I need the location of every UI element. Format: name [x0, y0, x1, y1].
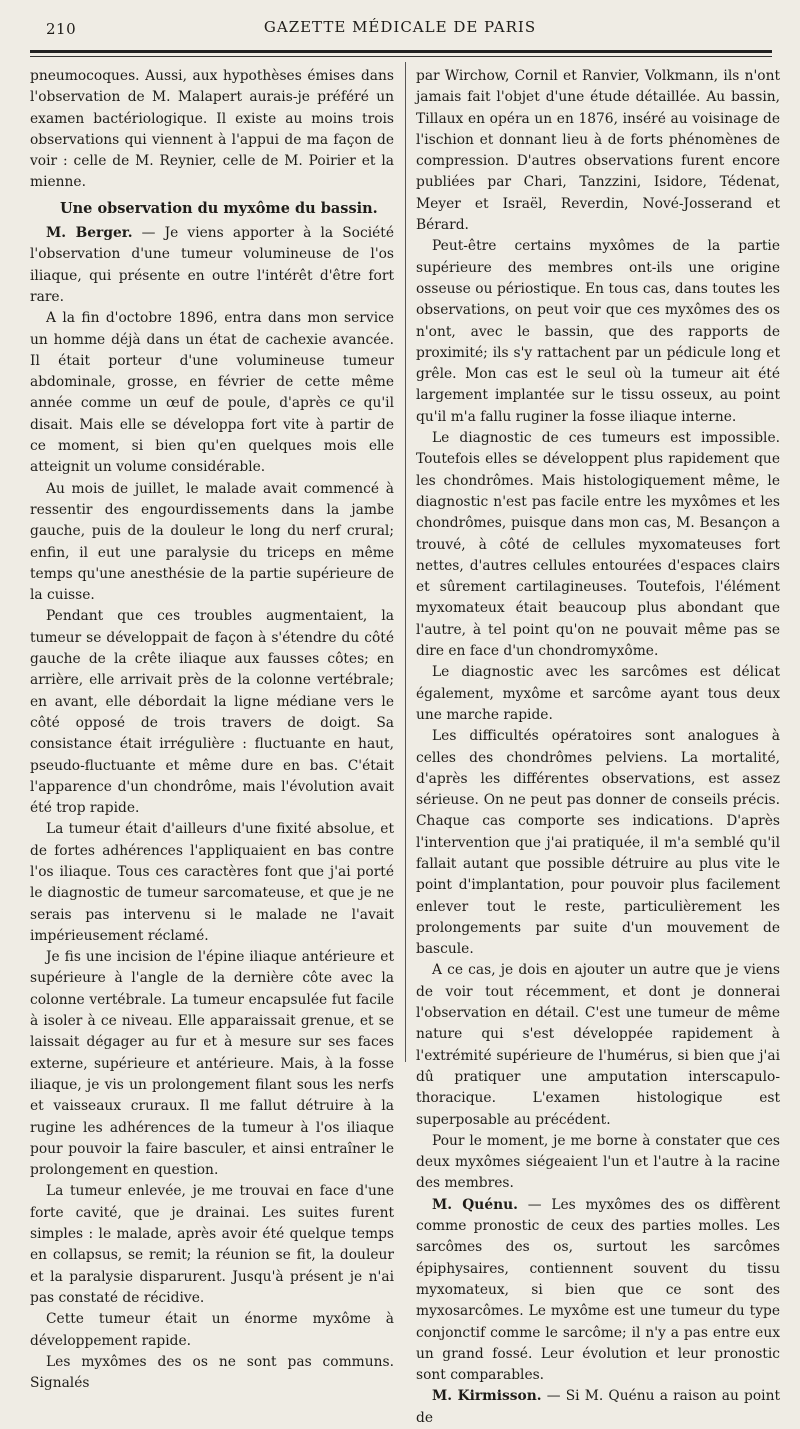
header-rule-thin — [30, 56, 772, 57]
paragraph: Au mois de juillet, le malade avait commencé à ressentir des engourdissements dans la jambe gauche, puis de la douleur le long du nerf crural; enfin, il eut une paralysie du triceps en même temps qu'une anesthésie de la partie supérieure de la cuisse. — [30, 480, 394, 604]
left-column — [30, 66, 394, 1394]
paragraph: par Wirchow, Cornil et Ranvier, Volkmann, ils n'ont jamais fait l'objet d'une étude détaillée. Au bassin, Tillaux en opéra un en 1876, inséré au voisinage de l'ischion et donnant lieu à de forts phénomènes de compression. D'autres observations furent encore publiées par Chari, Tanzzini, Isidore, Tédenat, Meyer et Israël, Reverdin, Nové-Josserand et Bérard. — [416, 68, 780, 234]
column-divider — [405, 62, 406, 1062]
speaker-name: M. Quénu. — [432, 1196, 518, 1213]
header-rule-thick — [30, 50, 772, 53]
paragraph: A la fin d'octobre 1896, entra dans mon service un homme déjà dans un état de cachexie avancée. Il était porteur d'une volumineuse tumeur abdominale, grosse, en février de cette même année comme un œuf de poule, d'après ce qu'il disait. Mais elle se développa fort vite à partir de ce moment, si bien qu'en quelques mois elle atteignit un volume considérable. — [30, 310, 394, 476]
paragraph: Cette tumeur était un énorme myxôme à développement rapide. — [30, 1311, 394, 1349]
paragraph — [416, 1195, 780, 1387]
paragraph: pneumocoques. Aussi, aux hypothèses émises dans l'observation de M. Malapert aurais-je préféré un examen bactériologique. Il existe au moins trois observations qui viennent à l'appui de ma façon de voir : celle de M. Reynier, celle de M. Poirier et la mienne. — [30, 68, 394, 191]
paragraph: Le diagnostic avec les sarcômes est délicat également, myxôme et sarcôme ayant tous deux une marche rapide. — [416, 664, 780, 723]
paragraph: A ce cas, je dois en ajouter un autre que je viens de voir tout récemment, et dont je donnerai l'observation en détail. C'est une tumeur de même nature qui s'est développée rapidement à l'extrémité supérieure de l'humérus, si bien que j'ai dû pratiquer une amputation interscapulo-thoracique. L'examen histologique est superposable au précédent. — [416, 962, 780, 1128]
paragraph: Le diagnostic de ces tumeurs est impossible. Toutefois elles se développent plus rapidement que les chondrômes. Mais histologiquement même, le diagnostic n'est pas facile entre les myxômes et les chondrômes, puisque dans mon cas, M. Besançon a trouvé, à côté de cellules myxomateuses fort nettes, d'autres cellules entourées d'espaces clairs et sûrement cartilagineuses. Toutefois, l'élément myxomateux était beaucoup plus abondant que l'autre, à tel point qu'on ne pouvait même pas se dire en face d'un chondromyxôme. — [416, 430, 780, 660]
speaker-name: M. Berger. — [46, 225, 133, 242]
paragraph-text: — Je viens apporter à la Société l'observation d'une tumeur volumineuse de l'os iliaque, qui présente en outre l'intérêt d'être fort rare. — [30, 225, 394, 305]
right-column — [416, 66, 780, 1429]
section-title: Une observation du myxôme du bassin. — [60, 199, 378, 217]
paragraph-text: — Si M. Quénu a raison au point de — [416, 1388, 781, 1426]
running-title: GAZETTE MÉDICALE DE PARIS — [263, 18, 537, 36]
paragraph: Les myxômes des os ne sont pas communs. Signalés — [30, 1353, 394, 1392]
paragraph — [30, 223, 394, 308]
paragraph: Pour le moment, je me borne à constater que ces deux myxômes siégeaient l'un et l'autre à la racine des membres. — [416, 1132, 780, 1192]
page-number: 210 — [46, 20, 77, 38]
speaker-name: M. Kirmisson. — [432, 1388, 542, 1405]
paragraph: Les difficultés opératoires sont analogues à celles des chondrômes pelviens. La mortalité, d'après les différentes observations, est assez sérieuse. On ne peut pas donner de conseils précis. Chaque cas comporte ses indications. D'après l'intervention que j'ai pratiquée, il m'a semblé qu'il fallait autant que possible détruire au plus vite le point d'implantation, pour pouvoir plus facilement enlever tout le reste, particulièrement les prolongements par suite d'un mouvement de bascule. — [416, 728, 780, 958]
paragraph: Peut-être certains myxômes de la partie supérieure des membres ont-ils une origine osseuse ou périostique. En tous cas, dans toutes les observations, on peut voir que ces myxômes des os n'ont, avec le bassin, que des rapports de proximité; ils s'y rattachent par un pédicule long et grêle. Mon cas est le seul où la tumeur ait été largement implantée sur le tissu osseux, au point qu'il m'a fallu ruginer la fosse iliaque interne. — [416, 238, 780, 425]
paragraph-text: — Les myxômes des os diffèrent comme pronostic de ceux des parties molles. Les sarcômes des os, surtout les sarcômes épiphysaires, contiennent souvent du tissu myxomateux, si bien que ce sont des myxosarcômes. Le myxôme est une tumeur du type conjonctif comme le sarcôme; il n'y a pas entre eux un grand fossé. Leur évolution et leur pronostic sont comparables. — [416, 1196, 780, 1384]
paragraph: Pendant que ces troubles augmentaient, la tumeur se développait de façon à s'étendre du côté gauche de la crête iliaque aux fausses côtes; en arrière, elle arrivait près de la colonne vertébrale; en avant, elle débordait la ligne médiane vers le côté opposé de trois travers de doigt. Sa consistance était irrégulière : fluctuante en haut, pseudo-fluctuante et même dure en bas. C'était l'apparence d'un chondrôme, mais l'évolution avait été trop rapide. — [30, 608, 394, 817]
paragraph — [416, 1386, 780, 1429]
paragraph: La tumeur était d'ailleurs d'une fixité absolue, et de fortes adhérences l'appliquaient en bas contre l'os iliaque. Tous ces caractères font que j'ai porté le diagnostic de tumeur sarcomateuse, et que je ne serais pas intervenu si le malade ne l'avait impérieusement réclamé. — [30, 821, 394, 944]
paragraph: La tumeur enlevée, je me trouvai en face d'une forte cavité, que je drainai. Les suites furent simples : le malade, après avoir été quelque temps en collapsus, se remit; la réunion se fit, la douleur et la paralysie disparurent. Jusqu'à présent je n'ai pas constaté de récidive. — [30, 1183, 394, 1306]
paragraph: Je fis une incision de l'épine iliaque antérieure et supérieure à l'angle de la dernière côte avec la colonne vertébrale. La tumeur encapsulée fut facile à isoler à ce niveau. Elle apparaissait grenue, et se laissait dégager au fur et à mesure sur ses faces externe, supérieure et antérieure. Mais, à la fosse iliaque, je vis un prolongement filant sous les nerfs et vaisseaux cruraux. Il me fallut détruire à la rugine les adhérences de la tumeur à l'os iliaque pour pouvoir la faire basculer, et ainsi entraîner le prolongement en question. — [30, 949, 394, 1179]
